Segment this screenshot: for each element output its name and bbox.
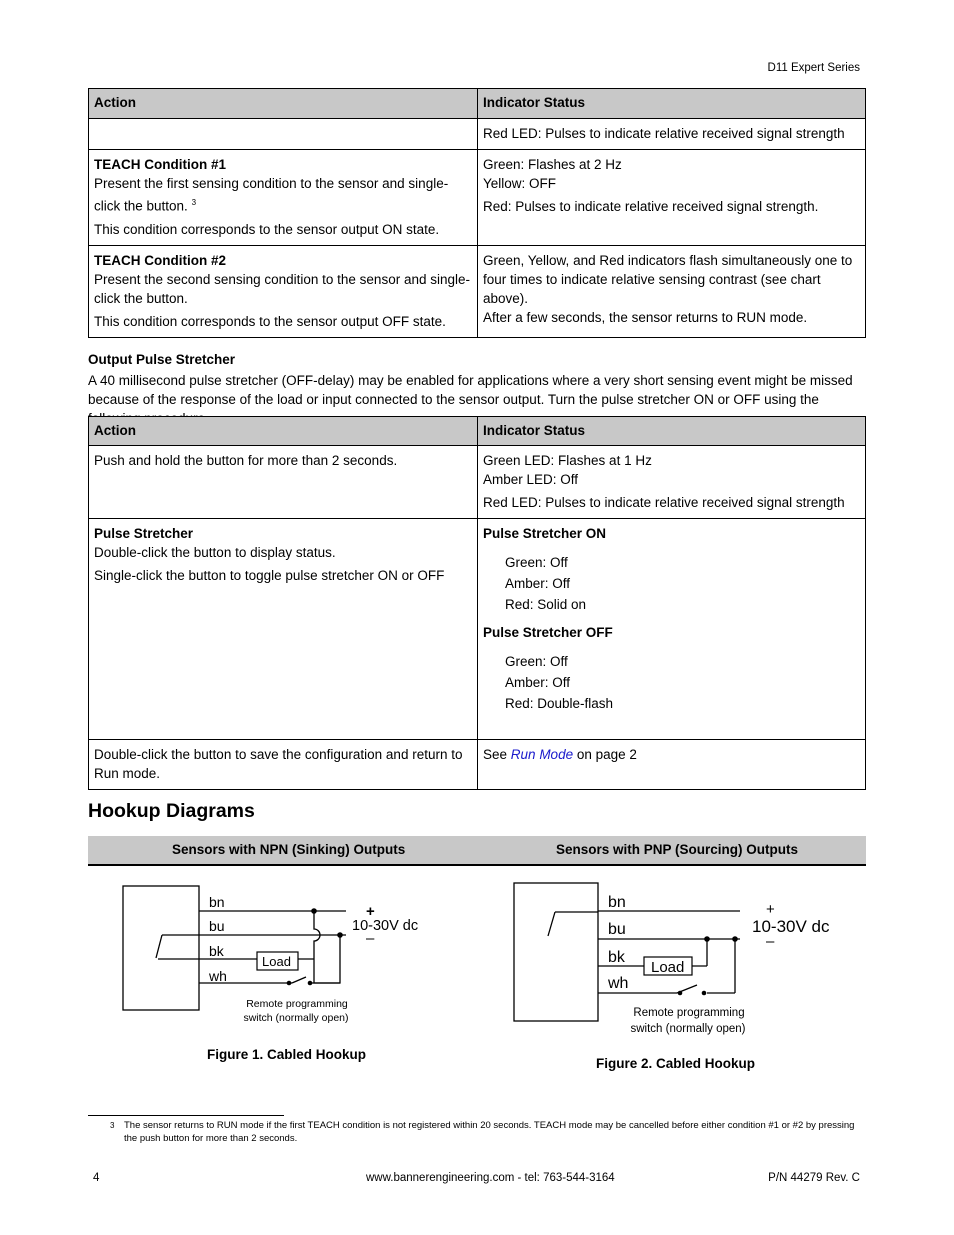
teach-2-title: TEACH Condition #2 xyxy=(94,252,226,268)
action-text: Push and hold the button for more than 2 seconds. xyxy=(94,453,398,468)
pulse-stretcher-title: Pulse Stretcher xyxy=(94,526,194,541)
action-text: Single-click the button to toggle pulse stretcher ON or OFF xyxy=(94,568,445,583)
teach-2-text: Present the second sensing condition to the sensor and single-click the button. xyxy=(94,271,470,306)
status-text: Green LED: Flashes at 1 Hz xyxy=(483,453,652,468)
npn-header: Sensors with NPN (Sinking) Outputs xyxy=(172,842,406,857)
status-text: Yellow: OFF xyxy=(483,176,557,191)
npn-wire-bu: bu xyxy=(209,918,225,934)
npn-wire-wh: wh xyxy=(209,968,227,984)
col-header-action: Action xyxy=(89,89,478,119)
pnp-switch-label-1: Remote programming xyxy=(633,1007,745,1019)
pnp-plus: + xyxy=(766,901,775,918)
series-title: D11 Expert Series xyxy=(767,62,860,74)
hookup-title: Hookup Diagrams xyxy=(88,800,255,822)
teach-1-text: Present the first sensing condition to the sensor and single-click the button. $^3$ xyxy=(94,176,449,214)
pnp-wiring xyxy=(514,883,740,1021)
stretcher-off-title: Pulse Stretcher OFF xyxy=(483,625,613,640)
npn-nodes xyxy=(287,908,343,985)
status-text: Amber LED: Off xyxy=(483,472,579,487)
footnote-divider xyxy=(88,1115,284,1116)
page-number: 4 xyxy=(93,1172,100,1184)
status-text: Amber: Off xyxy=(505,576,571,591)
pulse-body-text: A 40 millisecond pulse stretcher (OFF-delay) may be enabled for applications where a very short sensing event might be missed because of the response of the load or input connected to the sensor output. Turn the pulse stretcher ON or OFF using the xyxy=(88,373,853,407)
pnp-switch-label-2: switch (normally open) xyxy=(630,1023,746,1035)
npn-wiring xyxy=(123,886,346,1010)
status-text: Red LED: Pulses to indicate relative received signal strength xyxy=(483,495,845,510)
teach-1-title: TEACH Condition #1 xyxy=(94,157,226,172)
footnote-number: 3 xyxy=(110,1121,115,1130)
pnp-load-label: Load xyxy=(651,959,685,976)
pnp-wire-bu: bu xyxy=(608,921,626,938)
npn-minus: – xyxy=(366,930,375,947)
npn-wire-bn: bn xyxy=(209,894,225,910)
status-text: Red: Solid on xyxy=(505,597,587,612)
pnp-header: Sensors with PNP (Sourcing) Outputs xyxy=(556,842,799,857)
run-mode-link[interactable]: Run Mode xyxy=(510,747,574,762)
status-text: Green, Yellow, and Red indicators flash simultaneously one to four times to indicate relative sensing contrast (see chart above). xyxy=(483,252,853,306)
npn-switch-label-2: switch (normally open) xyxy=(243,1012,349,1024)
stretcher-on-title: Pulse Stretcher ON xyxy=(483,526,607,541)
status-text: Red: Double-flash xyxy=(505,696,614,711)
col-header-action: Action xyxy=(89,417,478,446)
status-text: Red LED: Pulses to indicate relative received signal strength xyxy=(483,126,845,141)
pulse-heading: Output Pulse Stretcher xyxy=(88,352,236,367)
status-text: Amber: Off xyxy=(505,675,571,690)
action-text: Double-click the button to save the configuration and return to Run mode. xyxy=(94,747,463,781)
action-text: Double-click the button to display status. xyxy=(94,545,336,560)
teach-1-note: This condition corresponds to the sensor output ON state. xyxy=(94,221,440,237)
col-header-status: Indicator Status xyxy=(478,417,866,446)
pnp-minus: – xyxy=(766,933,775,950)
pnp-wire-bn: bn xyxy=(608,894,626,911)
npn-load-label: Load xyxy=(262,954,291,969)
footer-part-number: P/N 44279 Rev. C xyxy=(768,1172,860,1184)
npn-switch-label-1: Remote programming xyxy=(246,998,348,1010)
col-header-status: Indicator Status xyxy=(478,89,866,119)
footnote-text: The sensor returns to RUN mode if the first TEACH condition is not registered within 20 seconds. TEACH mode may be cancelled before either condition #1 or #2 by pressing the push button for more than 2 seconds. xyxy=(124,1120,855,1144)
status-text: Green: Off xyxy=(505,654,568,669)
see-text: See xyxy=(483,747,508,762)
pnp-wire-bk: bk xyxy=(608,949,625,966)
status-text: Green: Flashes at 2 Hz xyxy=(483,157,622,172)
footer-contact: www.bannerengineering.com - tel: 763-544-3164 xyxy=(366,1172,615,1184)
npn-plus: + xyxy=(366,903,375,920)
status-text: Green: Off xyxy=(505,555,568,570)
npn-voltage: 10-30V dc xyxy=(352,918,419,934)
npn-wire-bk: bk xyxy=(209,943,224,959)
pnp-voltage: 10-30V dc xyxy=(752,917,830,936)
page-ref-text: on page 2 xyxy=(576,747,637,762)
teach-2-note: This condition corresponds to the sensor output OFF state. xyxy=(94,313,446,329)
status-text: Red: Pulses to indicate relative received signal strength. xyxy=(483,199,819,214)
footnote-ref: 3 xyxy=(191,198,197,207)
pnp-wire-wh: wh xyxy=(608,975,629,992)
figure-1-caption: Figure 1. Cabled Hookup xyxy=(207,1047,367,1062)
status-text: After a few seconds, the sensor returns to RUN mode. xyxy=(483,309,808,325)
figure-2-caption: Figure 2. Cabled Hookup xyxy=(596,1056,756,1071)
